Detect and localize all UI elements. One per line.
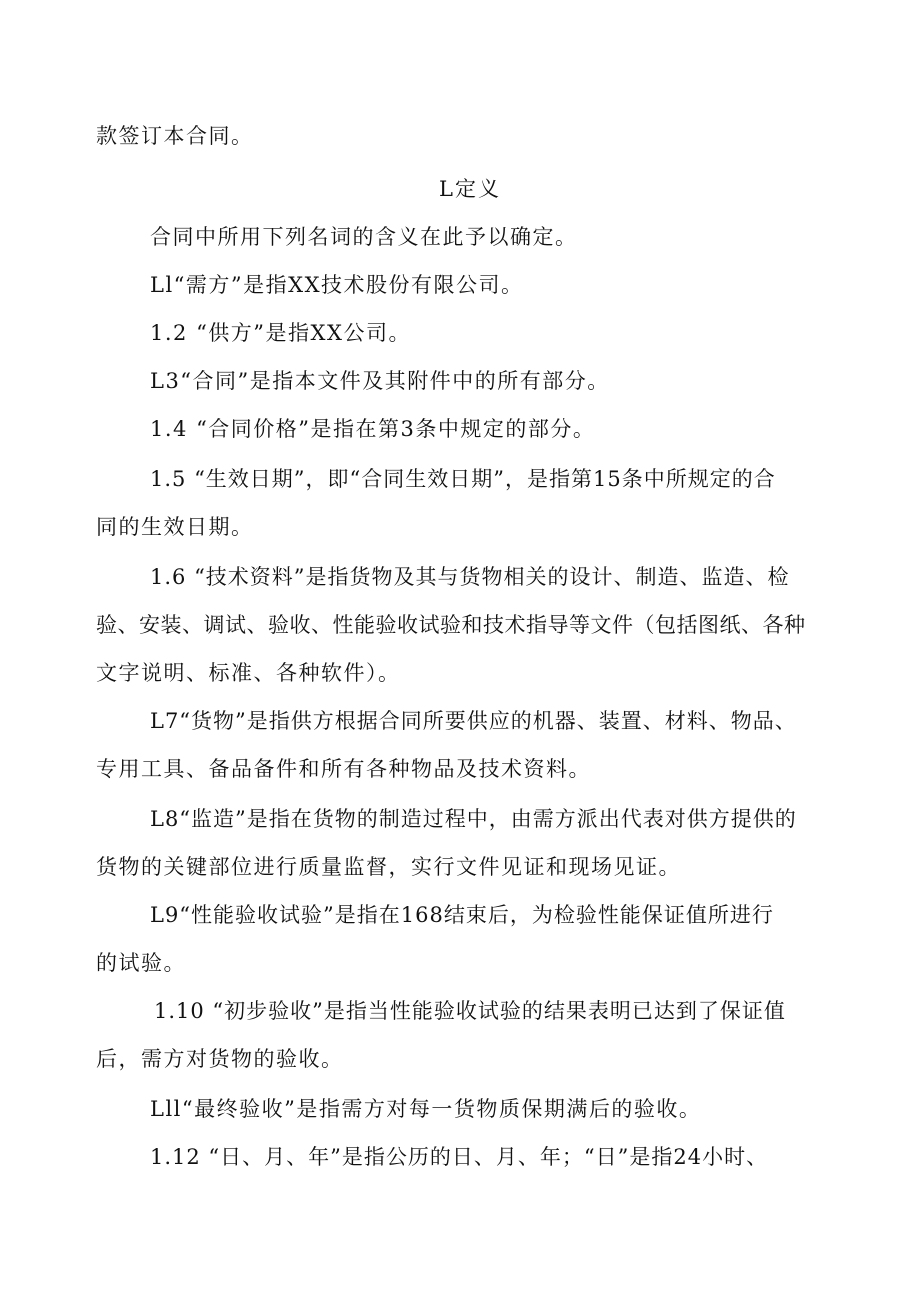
paragraph-line: Lll“最终验收”是指需方对每一货物质保期满后的验收。 bbox=[150, 1097, 702, 1121]
paragraph-line: 专用工具、备品备件和所有各种物品及技术资料。 bbox=[96, 757, 591, 781]
paragraph-line: 后，需方对货物的验收。 bbox=[96, 1047, 344, 1071]
paragraph-line: 货物的关键部位进行质量监督，实行文件见证和现场见证。 bbox=[96, 855, 681, 879]
paragraph-line: 同的生效日期。 bbox=[96, 515, 254, 539]
paragraph-line: L9“性能验收试验”是指在168结束后，为检验性能保证值所进行 bbox=[150, 903, 774, 927]
paragraph-line: 1.5 “生效日期”，即“合同生效日期”，是指第15条中所规定的合 bbox=[150, 467, 776, 491]
section-heading: L定义 bbox=[439, 177, 501, 201]
paragraph-line: 合同中所用下列名词的含义在此予以确定。 bbox=[150, 225, 578, 249]
paragraph-line: 1.10 “初步验收”是指当性能验收试验的结果表明已达到了保证值 bbox=[154, 999, 786, 1023]
paragraph-line: 1.4 “合同价格”是指在第3条中规定的部分。 bbox=[150, 417, 596, 441]
paragraph-line: 文字说明、标准、各种软件）。 bbox=[96, 661, 401, 685]
paragraph-line: L3“合同”是指本文件及其附件中的所有部分。 bbox=[150, 369, 610, 393]
paragraph-line: 1.12 “日、月、年”是指公历的日、月、年；“日”是指24小时、 bbox=[150, 1145, 769, 1169]
paragraph-line: 款签订本合同。 bbox=[96, 124, 254, 148]
paragraph-line: 验、安装、调试、验收、性能验收试验和技术指导等文件（包括图纸、各种 bbox=[96, 613, 806, 637]
paragraph-line: L7“货物”是指供方根据合同所要供应的机器、装置、材料、物品、 bbox=[150, 709, 797, 733]
paragraph-line: 的试验。 bbox=[96, 951, 186, 975]
paragraph-line: 1.6 “技术资料”是指货物及其与货物相关的设计、制造、监造、检 bbox=[150, 565, 790, 589]
paragraph-line: Ll“需方”是指XX技术股份有限公司。 bbox=[150, 273, 524, 297]
paragraph-line: 1.2 “供方”是指XX公司。 bbox=[150, 321, 411, 345]
paragraph-line: L8“监造”是指在货物的制造过程中，由需方派出代表对供方提供的 bbox=[150, 807, 797, 831]
